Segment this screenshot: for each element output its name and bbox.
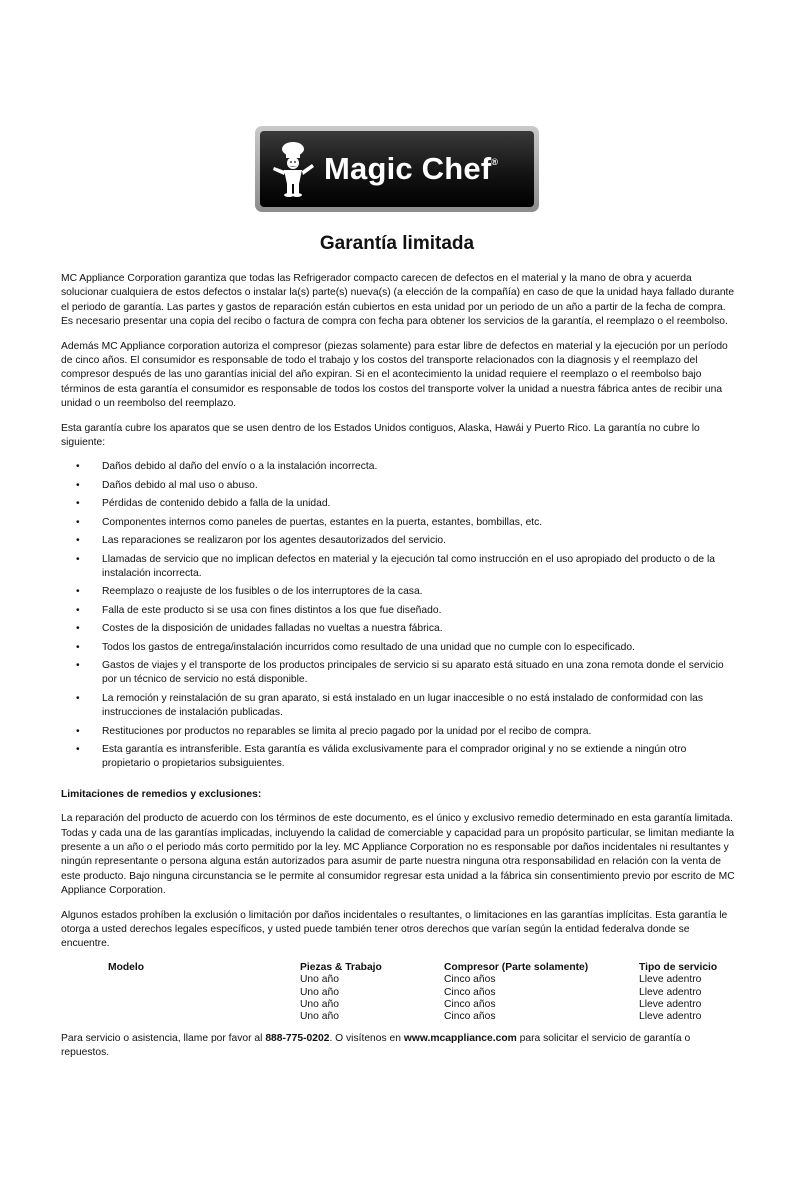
table-cell: Uno año	[300, 974, 339, 986]
warranty-table	[61, 962, 736, 1024]
table-cell: Lleve adentro	[639, 986, 702, 998]
intro-paragraph: Además MC Appliance corporation autoriza el compresor (piezas solamente) para estar libre de defectos en material y la ejecución por un período de cinco años. El consumidor es responsable de todo el trabajo y los costos del transporte relacionados con la diagnosis y el reemplazo del compresor después de las uno garantías inicial del año expiran. Si en el acontecimiento la unidad requiere el reemplazo o el reembolso bajo términos de esta garantía el consumidor es responsable de todos los costos del transporte volver la unidad a nuestra fábrica antes de recibir una unidad o un reembolso del reemplazo.	[61, 340, 728, 410]
list-item: • Las reparaciones se realizaron por los agentes desautorizados del servicio.	[61, 534, 736, 548]
table-cell: Cinco años	[444, 974, 496, 986]
logo-plate	[260, 131, 534, 207]
table-cell: Lleve adentro	[639, 999, 702, 1011]
table-header-service-type: Tipo de servicio	[639, 961, 718, 973]
list-item: • Componentes internos como paneles de puertas, estantes en la puerta, estantes, bombillas, etc.	[61, 516, 736, 530]
table-cell	[108, 1011, 300, 1023]
website-link[interactable]: www.mcappliance.com	[403, 1032, 517, 1044]
list-item: • Costes de la disposición de unidades falladas no vueltas a nuestra fábrica.	[61, 622, 736, 636]
list-item: • Restituciones por productos no reparables se limita al precio pagado por la unidad por el recibo de compra.	[61, 725, 736, 739]
list-item: • Reemplazo o reajuste de los fusibles o de los interruptores de la casa.	[61, 585, 736, 599]
table-header-parts-labor: Piezas & Trabajo	[300, 961, 382, 973]
list-item: • Llamadas de servicio que no implican defectos en material y la ejecución tal como instrucción en el uso apropiado del producto o de la instalación incorrecta.	[61, 553, 736, 582]
brand-logo	[255, 126, 539, 212]
limitations-paragraph: La reparación del producto de acuerdo con los términos de este documento, es el único y exclusivo remedio determinado en esta garantía limitada. Todas y cada una de las garantías implicadas, incluyendo la calidad de comerciable y capacidad para un propósito particular, se limitan mediante la presente a un año o el periodo más corto permitido por la ley. MC Appliance Corporation no es responsable por daños incidentales ni resultantes y ningún representante o persona alguna están autorizados para asumir de parte nuestra ninguna otra responsabilidad en relación con la venta de este producto. Bajo ninguna circunstancia se le permite al consumidor regresar esta unidad a la fábrica sin consentimiento previo por escrito de MC Appliance Corporation.	[61, 813, 735, 897]
chef-mascot-icon	[270, 140, 316, 198]
list-item: • Esta garantía es intransferible. Esta garantía es válida exclusivamente para el comprador original y no se extiende a ningún otro propietario o propietarios subsiguientes.	[61, 743, 736, 772]
table-cell: Cinco años	[444, 999, 496, 1011]
registered-mark: ®	[491, 157, 499, 167]
contact-text: para solicitar el servicio de garantía o repuestos.	[61, 1032, 691, 1059]
list-item: • La remoción y reinstalación de su gran aparato, si está instalado en un lugar inaccesible o no está instalado de conformidad con las instrucciones de instalación publicadas.	[61, 692, 736, 721]
table-cell	[108, 999, 300, 1011]
table-cell: Uno año	[300, 986, 339, 998]
contact-text: . O visítenos en	[329, 1032, 404, 1044]
logo-brand-text: Magic Chef	[324, 151, 492, 186]
logo-wordmark	[324, 151, 498, 187]
list-item: • Todos los gastos de entrega/instalación incurridos como resultado de una unidad que no cumple con lo especificado.	[61, 641, 736, 655]
table-cell: Lleve adentro	[639, 1011, 702, 1023]
document-body	[61, 272, 736, 1071]
list-item: • Daños debido al daño del envío o a la instalación incorrecta.	[61, 460, 736, 474]
contact-text: Para servicio o asistencia, llame por favor al	[61, 1032, 266, 1044]
list-item: • Gastos de viajes y el transporte de los productos principales de servicio si su aparato está situado en una zona remota donde el servicio por un técnico de servicio no está disponible.	[61, 659, 736, 688]
table-cell: Cinco años	[444, 986, 496, 998]
table-cell: Lleve adentro	[639, 974, 702, 986]
list-item: • Daños debido al mal uso o abuso.	[61, 479, 736, 493]
phone-number: 888-775-0202	[265, 1032, 330, 1044]
contact-line	[61, 1032, 736, 1061]
limitations-heading: Limitaciones de remedios y exclusiones:	[61, 788, 262, 800]
table-cell: Uno año	[300, 999, 339, 1011]
table-cell	[108, 987, 300, 999]
limitations-paragraph: Algunos estados prohíben la exclusión o limitación por daños incidentales o resultantes, o limitaciones en las garantías implícitas. Esta garantía le otorga a usted derechos legales específicos, y usted puede también tener otros derechos que varían según la entidad federalva donde se encuentre.	[61, 909, 728, 950]
table-cell	[108, 974, 300, 986]
table-cell: Uno año	[300, 1011, 339, 1023]
table-header-compressor: Compresor (Parte solamente)	[444, 961, 589, 973]
intro-paragraph: Esta garantía cubre los aparatos que se usen dentro de los Estados Unidos contiguos, Alaska, Hawái y Puerto Rico. La garantía no cubre lo siguiente:	[61, 422, 700, 449]
table-header-model: Modelo	[108, 961, 145, 973]
table-cell: Cinco años	[444, 1011, 496, 1023]
intro-paragraph: MC Appliance Corporation garantiza que todas las Refrigerador compacto carecen de defectos en el material y la mano de obra y acuerda solucionar cualquiera de estos defectos o instalar la(s) parte(s) nueva(s) (a elección de la compañía) en caso de que la unidad haya fallado durante el periodo de garantía. Las partes y gastos de reparación están cubiertos en esta unidad por un periodo de un año a partir de la fecha de compra. Es necesario presentar una copia del recibo o factura de compra con fecha para obtener los servicios de la garantía, el reemplazo o el reembolso.	[61, 273, 735, 328]
list-item: • Falla de este producto si se usa con fines distintos a los que fue diseñado.	[61, 604, 736, 618]
exclusions-list	[61, 460, 736, 771]
logo-frame	[255, 126, 539, 212]
page-title: Garantía limitada	[319, 233, 475, 254]
list-item: • Pérdidas de contenido debido a falla de la unidad.	[61, 497, 736, 511]
